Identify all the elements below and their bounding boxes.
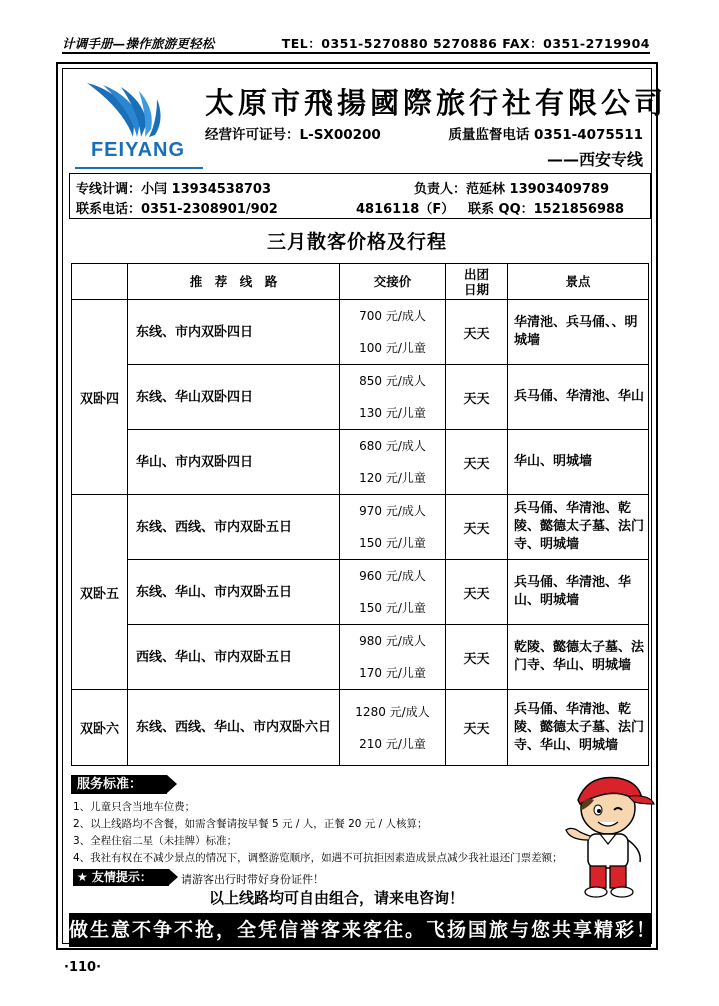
date-cell: 天天	[446, 300, 508, 365]
route-cell: 华山、市内双卧四日	[128, 430, 340, 495]
friendly-tip-label: ★ 友情提示：	[73, 869, 169, 886]
category-cell: 双卧四	[72, 300, 128, 495]
adult-price: 960 元/成人	[359, 569, 426, 583]
header-date	[446, 264, 508, 300]
spot-cell: 兵马俑、华清池、乾陵、懿德太子墓、法门寺、华山、明城墙	[508, 690, 649, 766]
date-cell: 天天	[446, 625, 508, 690]
price-cell	[340, 625, 446, 690]
date-cell: 天天	[446, 495, 508, 560]
header-category	[72, 264, 128, 300]
price-cell	[340, 560, 446, 625]
spot-cell: 华清池、兵马俑、、明城墙	[508, 300, 649, 365]
page-number: ·110·	[64, 960, 102, 975]
spot-cell: 华山、明城墙	[508, 430, 649, 495]
price-cell	[340, 300, 446, 365]
company-name: 太原市飛揚國際旅行社有限公司	[205, 86, 668, 120]
adult-price: 970 元/成人	[359, 504, 426, 518]
price-cell	[340, 365, 446, 430]
adult-price: 1280 元/成人	[355, 704, 430, 719]
slogan-banner: 做生意不争不抢，全凭信誉客来客往。飞扬国旅与您共享精彩！	[69, 913, 651, 947]
page-title: 三月散客价格及行程	[266, 231, 447, 253]
adult-price: 680 元/成人	[359, 439, 426, 453]
price-cell	[340, 495, 446, 560]
table-row	[72, 625, 649, 690]
route-cell: 东线、市内双卧四日	[128, 300, 340, 365]
table-row	[72, 690, 649, 766]
table-header-row	[72, 264, 649, 300]
child-price: 150 元/儿童	[359, 601, 426, 615]
manager-contact: 负责人：范延林 13903409789	[414, 182, 610, 197]
fax-number: 4816118（F）	[356, 202, 455, 217]
spot-cell: 乾陵、懿德太子墓、法门寺、华山、明城墙	[508, 625, 649, 690]
planner-contact: 专线计调：小闫 13934538703	[76, 182, 272, 197]
adult-price: 850 元/成人	[359, 374, 426, 388]
route-cell: 东线、西线、华山、市内双卧六日	[128, 690, 340, 766]
adult-price: 700 元/成人	[359, 309, 426, 323]
feiyang-logo	[73, 79, 205, 171]
route-cell: 东线、西线、市内双卧五日	[128, 495, 340, 560]
route-tag: ——西安专线	[546, 150, 643, 169]
table-row	[72, 365, 649, 430]
header-manual-title: 计调手册—操作旅游更轻松	[62, 36, 215, 51]
route-cell: 东线、华山双卧四日	[128, 365, 340, 430]
child-price: 100 元/儿童	[359, 341, 426, 355]
price-cell	[340, 430, 446, 495]
child-price: 170 元/儿童	[359, 666, 426, 680]
qq-number: 联系 QQ：1521856988	[468, 202, 625, 217]
table-row	[72, 560, 649, 625]
header-spot: 景点	[508, 264, 649, 300]
adult-price: 980 元/成人	[359, 634, 426, 648]
service-item: 4、我社有权在不减少景点的情况下，调整游览顺序，如遇不可抗拒因素造成景点减少我社退还门票差额；	[73, 852, 563, 864]
spot-cell: 兵马俑、华清池、华山	[508, 365, 649, 430]
logo-wordmark: FEIYANG	[90, 139, 186, 161]
header-date-line2: 日期	[463, 281, 489, 297]
table-row	[72, 300, 649, 365]
date-cell: 天天	[446, 690, 508, 766]
wing-icon	[73, 79, 203, 141]
running-header	[62, 32, 650, 54]
friendly-tip-text: 请游客出行时带好身份证件！	[181, 873, 324, 886]
price-table	[71, 263, 649, 766]
date-cell: 天天	[446, 365, 508, 430]
route-cell: 西线、华山、市内双卧五日	[128, 625, 340, 690]
mascot-boy-icon	[558, 770, 658, 898]
table-row	[72, 495, 649, 560]
date-cell: 天天	[446, 430, 508, 495]
child-price: 210 元/儿童	[359, 736, 426, 751]
service-item: 2、以上线路均不含餐，如需含餐请按早餐 5 元 / 人，正餐 20 元 / 人核算；	[73, 818, 428, 830]
category-cell: 双卧六	[72, 690, 128, 766]
logo-underline	[75, 167, 203, 169]
quality-hotline: 质量监督电话 0351-4075511	[448, 127, 643, 143]
service-item: 1、儿童只含当地车位费；	[73, 801, 196, 813]
child-price: 150 元/儿童	[359, 536, 426, 550]
table-row	[72, 430, 649, 495]
service-standard-label: 服务标准：	[71, 775, 167, 794]
service-item: 3、全程住宿二星（未挂牌）标准；	[73, 835, 238, 847]
spot-cell: 兵马俑、华清池、乾陵、懿德太子墓、法门寺、明城墙	[508, 495, 649, 560]
header-route: 推 荐 线 路	[128, 264, 340, 300]
price-cell	[340, 690, 446, 766]
header-price: 交接价	[340, 264, 446, 300]
child-price: 130 元/儿童	[359, 406, 426, 420]
route-cell: 东线、华山、市内双卧五日	[128, 560, 340, 625]
date-cell: 天天	[446, 560, 508, 625]
phone-number: 联系电话：0351-2308901/902	[76, 202, 278, 217]
contact-box	[69, 173, 651, 219]
spot-cell: 兵马俑、华清池、华山、明城墙	[508, 560, 649, 625]
license-number: 经营许可证号：L-SX00200	[205, 127, 381, 143]
category-cell: 双卧五	[72, 495, 128, 690]
combo-notice: 以上线路均可自由组合，请来电咨询！	[209, 889, 465, 907]
header-phone-fax: TEL：0351-5270880 5270886 FAX：0351-2719904	[281, 36, 650, 51]
child-price: 120 元/儿童	[359, 471, 426, 485]
header-date-line1: 出团	[463, 266, 489, 282]
